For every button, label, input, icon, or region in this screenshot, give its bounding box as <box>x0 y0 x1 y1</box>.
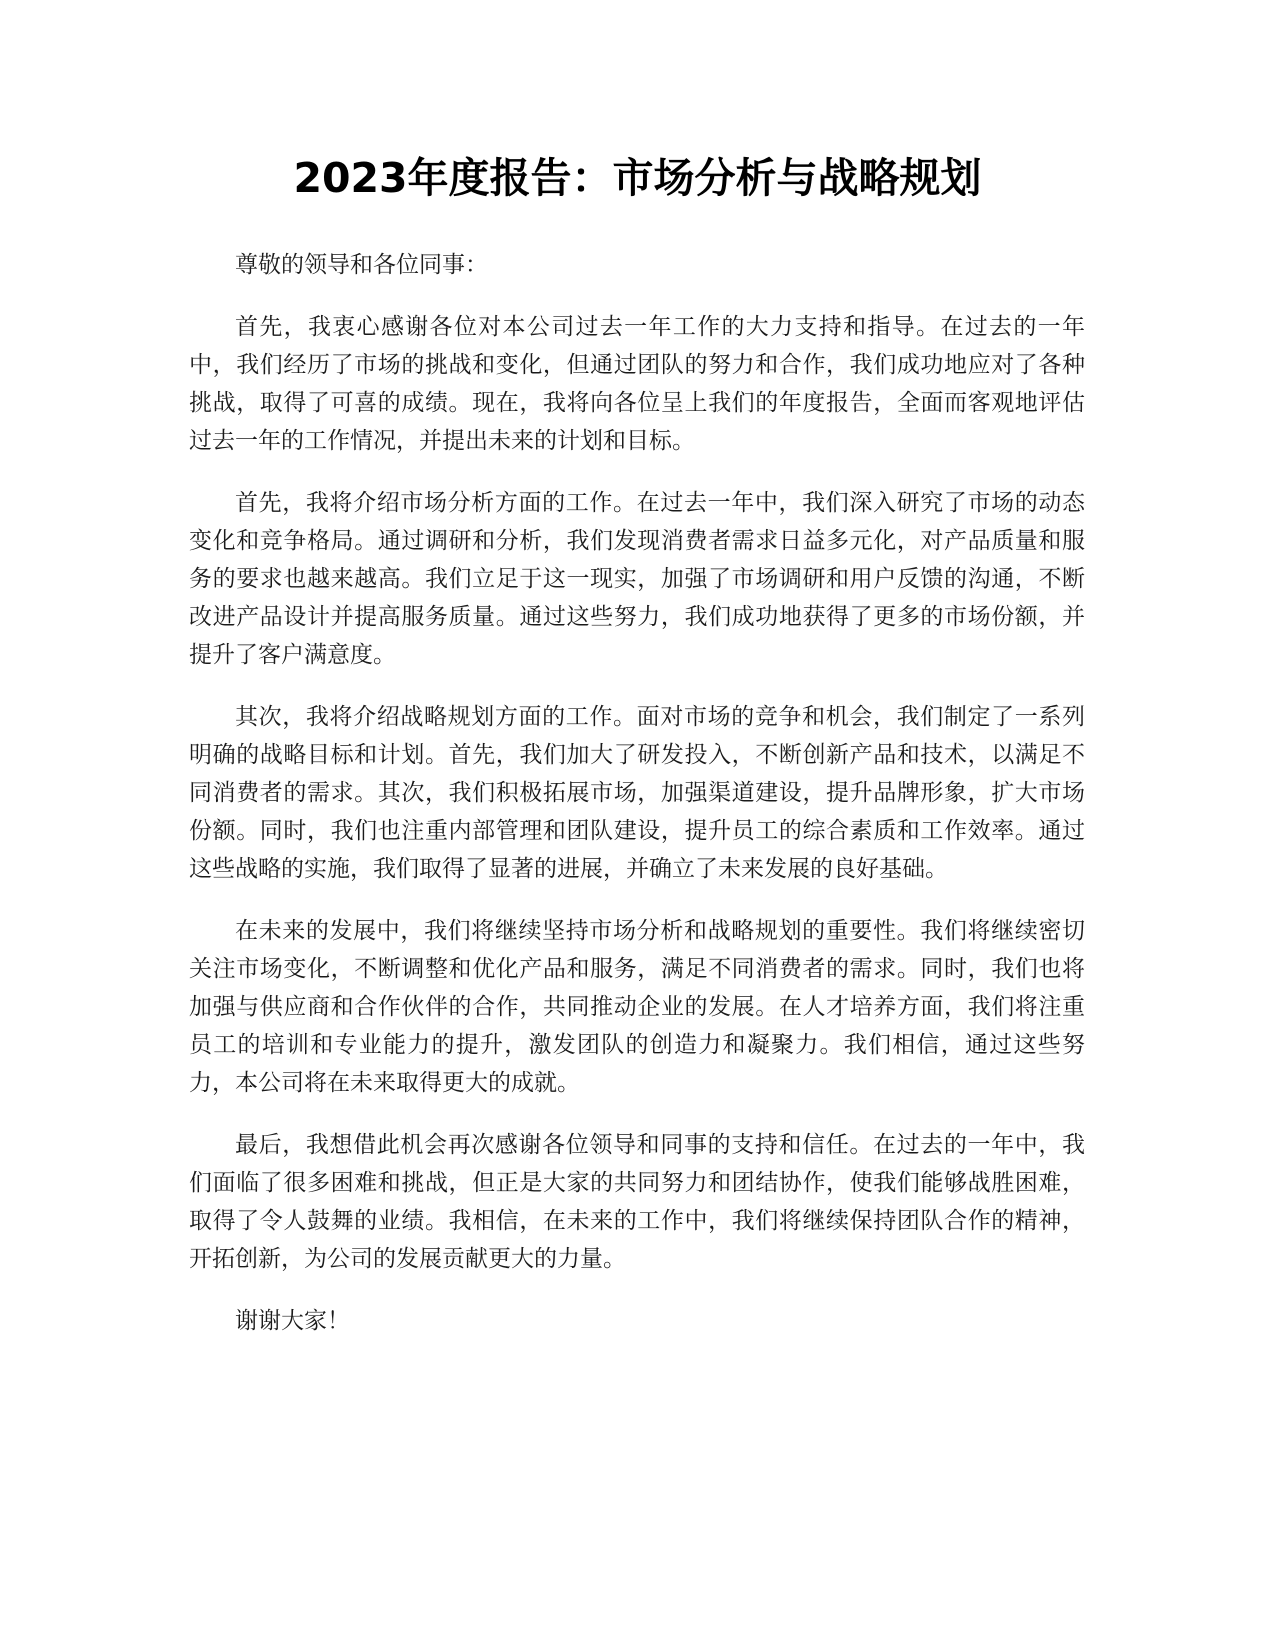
closing: 谢谢大家！ <box>235 1308 350 1334</box>
paragraph-2: 首先，我将介绍市场分析方面的工作。在过去一年中，我们深入研究了市场的动态变化和竞争格局。通过调研和分析，我们发现消费者需求日益多元化，对产品质量和服务的要求也越来越高。我们立足于这一现实，加强了市场调研和用户反馈的沟通，不断改进产品设计并提高服务质量。通过这些努力，我们成功地获得了更多的市场份额，并提升了客户满意度。 <box>189 490 1085 668</box>
paragraph-5: 最后，我想借此机会再次感谢各位领导和同事的支持和信任。在过去的一年中，我们面临了很多困难和挑战，但正是大家的共同努力和团结协作，使我们能够战胜困难，取得了令人鼓舞的业绩。我相信，在未来的工作中，我们将继续保持团队合作的精神，开拓创新，为公司的发展贡献更大的力量。 <box>189 1132 1085 1272</box>
paragraph-1: 首先，我衷心感谢各位对本公司过去一年工作的大力支持和指导。在过去的一年中，我们经历了市场的挑战和变化，但通过团队的努力和合作，我们成功地应对了各种挑战，取得了可喜的成绩。现在，我将向各位呈上我们的年度报告，全面而客观地评估过去一年的工作情况，并提出未来的计划和目标。 <box>189 314 1085 454</box>
document-title: 2023年度报告：市场分析与战略规划 <box>293 154 982 202</box>
document-body <box>189 246 1085 1364</box>
greeting: 尊敬的领导和各位同事： <box>235 252 488 278</box>
paragraph-3: 其次，我将介绍战略规划方面的工作。面对市场的竞争和机会，我们制定了一系列明确的战略目标和计划。首先，我们加大了研发投入，不断创新产品和技术，以满足不同消费者的需求。其次，我们积极拓展市场，加强渠道建设，提升品牌形象，扩大市场份额。同时，我们也注重内部管理和团队建设，提升员工的综合素质和工作效率。通过这些战略的实施，我们取得了显著的进展，并确立了未来发展的良好基础。 <box>189 704 1085 882</box>
paragraph-4: 在未来的发展中，我们将继续坚持市场分析和战略规划的重要性。我们将继续密切关注市场变化，不断调整和优化产品和服务，满足不同消费者的需求。同时，我们也将加强与供应商和合作伙伴的合作，共同推动企业的发展。在人才培养方面，我们将注重员工的培训和专业能力的提升，激发团队的创造力和凝聚力。我们相信，通过这些努力，本公司将在未来取得更大的成就。 <box>189 918 1085 1096</box>
